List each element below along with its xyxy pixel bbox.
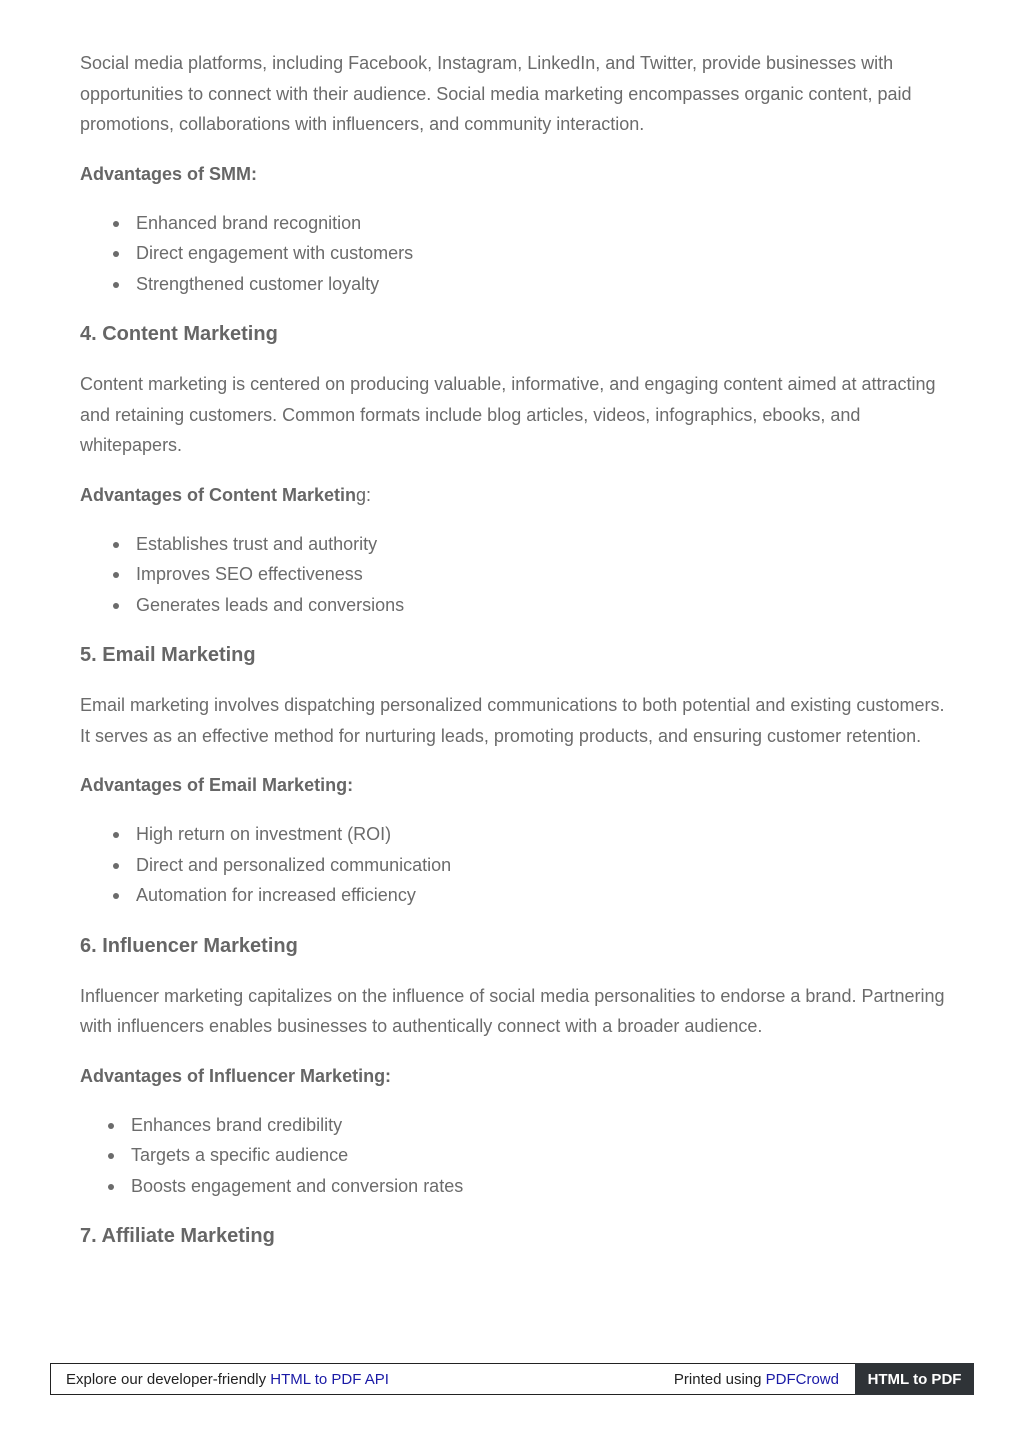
list-item: Strengthened customer loyalty	[136, 269, 950, 300]
email-marketing-paragraph: Email marketing involves dispatching personalized communications to both potential and existing customers. It serves as an effective method for nurturing leads, promoting products, and ensuring customer retention.	[80, 695, 945, 746]
footer-explore	[66, 1371, 389, 1388]
list-item: High return on investment (ROI)	[136, 819, 950, 850]
list-item: Direct and personalized communication	[136, 850, 950, 881]
list-item: Direct engagement with customers	[136, 238, 950, 269]
content-marketing-heading: 4. Content Marketing	[80, 323, 278, 345]
list-item: Targets a specific audience	[131, 1140, 950, 1171]
content-marketing-advantages-list	[80, 529, 950, 621]
footer-printed	[674, 1371, 839, 1388]
influencer-marketing-advantages-list	[80, 1110, 950, 1202]
html-to-pdf-badge[interactable]: HTML to PDF	[855, 1363, 974, 1395]
advantages-title-text: Advantages of Content Marketin	[80, 484, 357, 505]
list-item: Enhances brand credibility	[131, 1110, 950, 1141]
content-marketing-advantages-title	[80, 480, 950, 510]
footer-printed-text: Printed using	[673, 1371, 766, 1388]
influencer-marketing-paragraph: Influencer marketing capitalizes on the influence of social media personalities to endorse a brand. Partnering with influencers enables businesses to authentically connect with a broader audience.	[80, 985, 945, 1036]
intro-paragraph: Social media platforms, including Facebook, Instagram, LinkedIn, and Twitter, provide businesses with opportunities to connect with their audience. Social media marketing encompasses organic content, paid promotions, collaborations with influencers, and community interaction.	[80, 53, 912, 134]
list-item: Enhanced brand recognition	[136, 208, 950, 239]
smm-advantages-list	[80, 208, 950, 300]
influencer-marketing-heading: 6. Influencer Marketing	[80, 934, 298, 957]
list-item: Boosts engagement and conversion rates	[131, 1171, 950, 1202]
influencer-marketing-advantages-title: Advantages of Influencer Marketing:	[80, 1065, 392, 1086]
list-item: Generates leads and conversions	[136, 590, 950, 621]
list-item: Automation for increased efficiency	[136, 880, 950, 911]
pdf-footer-banner	[50, 1363, 974, 1395]
content-marketing-paragraph: Content marketing is centered on producing valuable, informative, and engaging content aimed at attracting and retaining customers. Common formats include blog articles, videos, infographics, ebooks, and whitepapers.	[80, 374, 936, 455]
email-marketing-advantages-list	[80, 819, 950, 911]
advantages-title-tail: g:	[356, 484, 372, 505]
email-marketing-advantages-title: Advantages of Email Marketing:	[80, 775, 354, 795]
footer-explore-text: Explore our developer-friendly	[66, 1371, 271, 1388]
affiliate-marketing-heading: 7. Affiliate Marketing	[80, 1225, 275, 1247]
list-item: Establishes trust and authority	[136, 529, 950, 560]
pdfcrowd-link[interactable]: PDFCrowd	[765, 1371, 839, 1388]
list-item: Improves SEO effectiveness	[136, 559, 950, 590]
html-to-pdf-api-link[interactable]: HTML to PDF API	[270, 1371, 389, 1388]
email-marketing-heading: 5. Email Marketing	[80, 644, 256, 666]
article-body	[80, 48, 950, 1251]
smm-advantages-title: Advantages of SMM:	[80, 163, 258, 184]
